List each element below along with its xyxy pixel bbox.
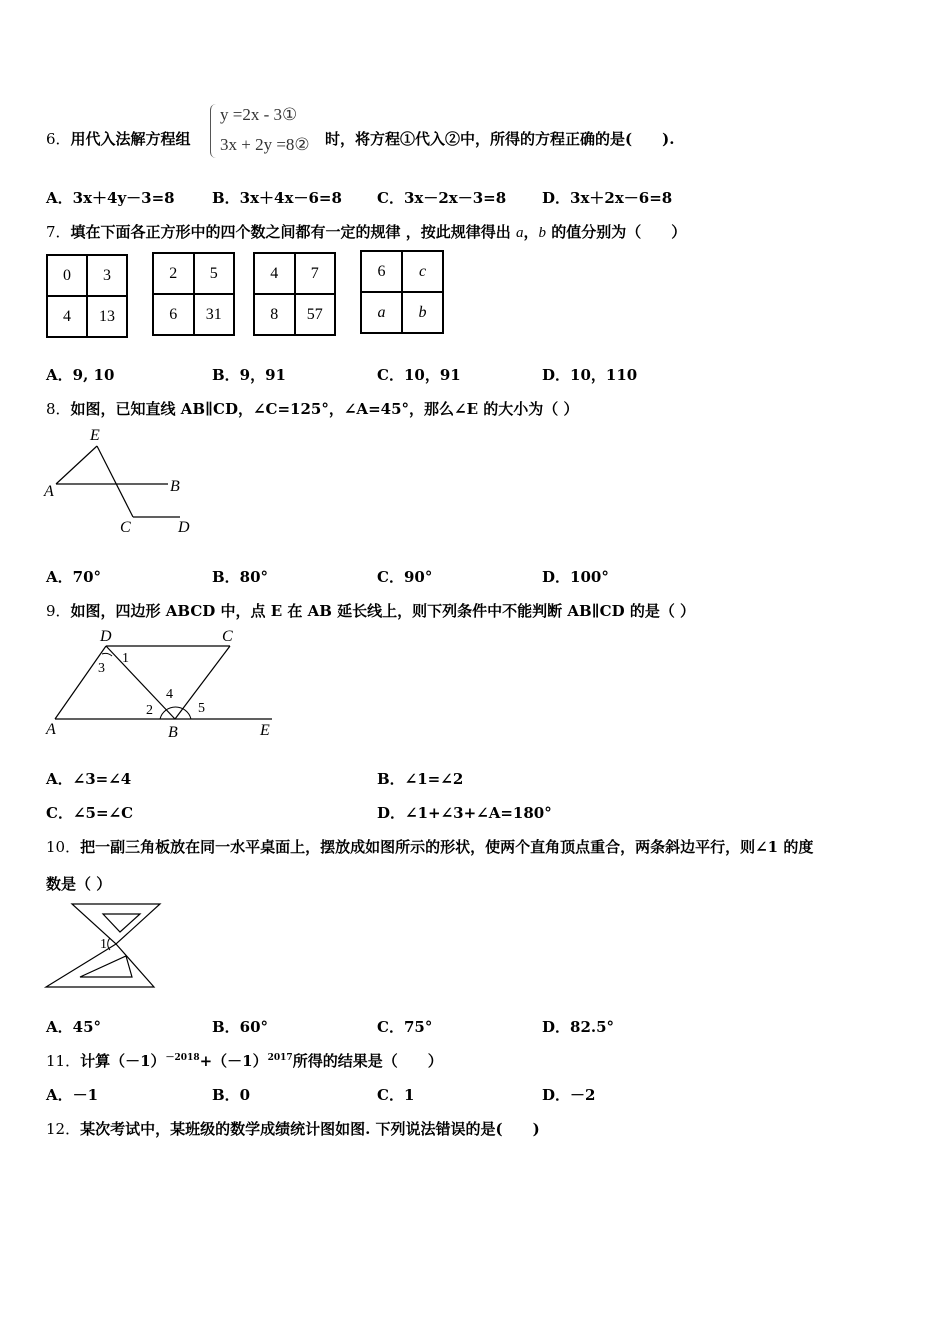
q7-option-b[interactable]: B．9，91 [212, 366, 286, 384]
number-square-3 [253, 252, 336, 336]
cell: 6 [153, 294, 194, 335]
question-number: 12． [46, 1120, 81, 1138]
equation-1: y =2x - 3① [220, 105, 298, 124]
question-12 [46, 1118, 540, 1139]
number-square-1 [46, 254, 128, 338]
ruler-top-inner [103, 914, 140, 932]
line-ad [55, 646, 106, 719]
q9-option-a[interactable]: A．∠3=∠4 [46, 770, 132, 788]
q10-option-c[interactable]: C．75° [377, 1018, 433, 1036]
question-text: 某次考试中，某班级的数学成绩统计图如图. 下列说法错误的是( ) [80, 1120, 540, 1138]
line-ec [97, 446, 133, 517]
label-angle-4: 4 [166, 687, 173, 702]
cell: 4 [47, 296, 87, 337]
question-number: 7． [46, 223, 71, 241]
q8-option-b[interactable]: B．80° [212, 568, 269, 586]
exponent: 2017 [267, 1053, 293, 1063]
label-b: B [170, 478, 180, 495]
label-a: A [46, 721, 56, 738]
cell: 13 [87, 296, 127, 337]
question-text: 把一副三角板放在同一水平桌面上，摆放成如图所示的形状，使两个直角顶点重合，两条斜边平行，则∠1 的度 [80, 838, 814, 856]
label-angle-5: 5 [198, 701, 205, 716]
q11-option-c[interactable]: C．1 [377, 1086, 415, 1104]
cell: 0 [47, 255, 87, 296]
cell: c [402, 251, 443, 292]
cell: 57 [295, 294, 336, 335]
q9-option-b[interactable]: B．∠1=∠2 [377, 770, 464, 788]
cell: 31 [194, 294, 235, 335]
question-text-end: 的值分别为（ ） [546, 223, 687, 241]
q6-option-c[interactable]: C．3x－2x－3=8 [377, 189, 507, 207]
q8-option-c[interactable]: C．90° [377, 568, 433, 586]
line-ae [56, 446, 97, 484]
q7-option-a[interactable]: A．9, 10 [46, 366, 115, 384]
number-square-2 [152, 252, 235, 336]
exponent: －2018 [165, 1053, 200, 1063]
label-angle-2: 2 [146, 703, 153, 718]
question-text: 计算（－1） [80, 1052, 166, 1070]
q6-option-d[interactable]: D．3x＋2x－6=8 [542, 189, 673, 207]
q6-option-a[interactable]: A．3x＋4y－3=8 [46, 189, 175, 207]
ruler-bottom-inner [80, 956, 132, 977]
label-b: B [168, 724, 178, 741]
line-db [106, 646, 175, 719]
question-number: 8． [46, 400, 71, 418]
label-c: C [222, 628, 233, 645]
angle-arc [102, 653, 112, 656]
q6-option-b[interactable]: B．3x＋4x－6=8 [212, 189, 342, 207]
question-10-line-2: 数是（ ） [46, 875, 112, 893]
q7-option-c[interactable]: C．10，91 [377, 366, 461, 384]
var-b: b [538, 225, 547, 241]
label-angle-1: 1 [100, 937, 107, 952]
q9-option-d[interactable]: D．∠1+∠3+∠A=180° [377, 804, 552, 822]
var-a: a [516, 225, 524, 241]
q11-option-a[interactable]: A．－1 [46, 1086, 99, 1104]
label-angle-1: 1 [122, 651, 129, 666]
question-8 [46, 398, 578, 419]
q8-option-d[interactable]: D．100° [542, 568, 609, 586]
q9-option-c[interactable]: C．∠5=∠C [46, 804, 134, 822]
q10-option-b[interactable]: B．60° [212, 1018, 269, 1036]
question-text: 填在下面各正方形中的四个数之间都有一定的规律 ，按此规律得出 [70, 223, 516, 241]
separator: ， [523, 223, 539, 241]
question-number: 9． [46, 602, 71, 620]
question-number: 11． [46, 1052, 81, 1070]
question-number: 10． [46, 838, 81, 856]
ruler-top-outer [72, 904, 160, 944]
cell: b [402, 292, 443, 333]
question-11 [46, 1050, 443, 1071]
label-e: E [260, 722, 270, 739]
figure-triangle-rulers [40, 898, 170, 993]
equation-2: 3x + 2y =8② [220, 135, 310, 154]
figure-quadrilateral [40, 624, 280, 744]
q8-option-a[interactable]: A．70° [46, 568, 102, 586]
q7-option-d[interactable]: D．10，110 [542, 366, 638, 384]
question-text: 用代入法解方程组 [70, 130, 191, 148]
question-text: 如图，四边形 ABCD 中，点 E 在 AB 延长线上，则下列条件中不能判断 AB∥CD 的是（ ） [70, 602, 696, 620]
question-9 [46, 600, 695, 621]
question-number: 6． [46, 130, 71, 148]
cell: 4 [254, 253, 295, 294]
q10-option-d[interactable]: D．82.5° [542, 1018, 615, 1036]
label-c: C [120, 519, 131, 536]
label-d: D [178, 519, 190, 536]
label-angle-3: 3 [98, 661, 105, 676]
q11-option-d[interactable]: D．－2 [542, 1086, 596, 1104]
question-10-line-1 [46, 836, 813, 857]
question-text: 如图，已知直线 AB∥CD，∠C=125°，∠A=45°，那么∠E 的大小为（ ） [70, 400, 579, 418]
figure-parallel-lines [40, 424, 200, 539]
cell: 2 [153, 253, 194, 294]
question-text: 所得的结果是（ ） [292, 1052, 443, 1070]
q11-option-b[interactable]: B．0 [212, 1086, 251, 1104]
cell: a [361, 292, 402, 333]
brace-icon [210, 104, 217, 158]
cell: 5 [194, 253, 235, 294]
label-e: E [90, 427, 100, 444]
label-a: A [44, 483, 54, 500]
label-d: D [100, 628, 112, 645]
cell: 6 [361, 251, 402, 292]
question-text: +（－1） [199, 1052, 268, 1070]
question-6-tail: 时，将方程①代入②中，所得的方程正确的是( ). [325, 130, 675, 148]
question-6 [46, 128, 191, 149]
cell: 3 [87, 255, 127, 296]
question-7 [46, 221, 686, 242]
q10-option-a[interactable]: A．45° [46, 1018, 102, 1036]
number-square-4 [360, 250, 444, 334]
cell: 8 [254, 294, 295, 335]
cell: 7 [295, 253, 336, 294]
